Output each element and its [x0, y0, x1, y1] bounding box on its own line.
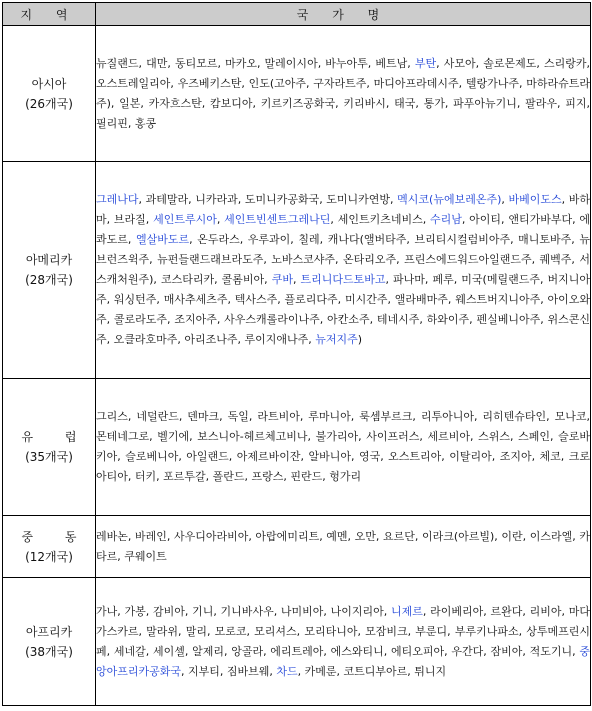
region-cell	[3, 516, 96, 578]
country-list	[96, 379, 591, 516]
country-text: , 과테말라, 니카라과, 도미니카공화국, 도미니카연방,	[138, 193, 398, 206]
country-text: , 바하마, 브라질,	[96, 193, 590, 226]
table-row-asia	[3, 26, 591, 162]
table-row-americas	[3, 162, 591, 379]
highlighted-country: 니제르	[391, 604, 423, 618]
region-name: 중 동	[21, 529, 91, 544]
region-count: (12개국)	[25, 549, 73, 564]
table-row-middle-east	[3, 516, 591, 578]
country-text: , 온두라스, 우루과이, 칠레, 캐나다(앨버타주, 브리티시컬럼비아주, 매니토바주, 뉴브런즈윅주, 뉴펀들랜드래브라도주, 노바스코샤주, 온타리오주, 프린스에드워드아일랜드주, 퀘벡주, 서스캐처원주), 코스타리카, 콜롬비아,	[96, 233, 590, 286]
country-text: , 카메룬, 코트디부아르, 튀니지	[297, 664, 447, 678]
country-text: , 지부티, 짐바브웨,	[181, 664, 277, 678]
region-count: (38개국)	[25, 644, 73, 659]
country-text: , 아이티, 앤티가바부다, 에콰도르,	[96, 213, 590, 246]
table-header-row	[3, 3, 591, 26]
header-countries: 국 가 명	[96, 3, 591, 26]
highlighted-country: 쿠바	[271, 273, 293, 286]
country-text: 그리스, 네덜란드, 덴마크, 독일, 라트비아, 루마니아, 룩셈부르크, 리투아니아, 리히텐슈타인, 모나코, 몬테네그로, 벨기에, 보스니아-헤르체고비나, 불가리아, 사이프러스, 세르비아, 스위스, 스페인, 슬로바키아, 슬로베니아, 아일랜드, 아제르바이잔, 알바니아, 영국, 오스트리아, 이탈리아, 조지아, 체코, 크로아티아, 터키, 포르투갈, 폴란드, 프랑스, 핀란드, 헝가리	[96, 410, 590, 483]
highlighted-country: 그레나다	[96, 193, 139, 206]
country-list	[96, 162, 591, 379]
region-count: (28개국)	[25, 273, 73, 287]
highlighted-country: 뉴저지주	[315, 333, 358, 346]
region-cell	[3, 26, 96, 162]
table-row-europe	[3, 379, 591, 516]
country-text: ,	[292, 273, 301, 286]
highlighted-country: 트리니다드토바고	[300, 273, 386, 286]
country-text: )	[357, 333, 363, 346]
highlighted-country: 차드	[276, 664, 298, 678]
region-cell	[3, 578, 96, 706]
country-text: 뉴질랜드, 대만, 동티모르, 마카오, 말레이시아, 바누아투, 베트남,	[96, 56, 415, 70]
region-name: 아메리카	[25, 253, 73, 267]
country-list	[96, 516, 591, 578]
country-text: , 세인트키츠네비스,	[330, 213, 430, 226]
highlighted-country: 부탄	[414, 56, 437, 70]
country-text: 레바논, 바레인, 사우디아라비아, 아랍에미리트, 예멘, 오만, 요르단, 이라크(아르빌), 이란, 이스라엘, 카타르, 쿠웨이트	[96, 529, 590, 563]
highlighted-country: 세인트빈센트그레나딘	[224, 213, 331, 226]
region-name: 아시아	[31, 76, 67, 91]
region-count: (26개국)	[25, 96, 73, 111]
highlighted-country: 수리남	[429, 213, 462, 226]
highlighted-country: 중앙아프리카공화국	[96, 644, 590, 678]
country-text: 가나, 가봉, 감비아, 기니, 기니바사우, 나미비아, 나이지리아,	[96, 604, 392, 618]
region-name: 유 럽	[21, 430, 91, 444]
country-list	[96, 26, 591, 162]
region-cell	[3, 162, 96, 379]
highlighted-country: 바베이도스	[508, 193, 562, 206]
country-text: ,	[216, 213, 225, 226]
region-cell	[3, 379, 96, 516]
country-list	[96, 578, 591, 706]
highlighted-country: 멕시코(뉴에보레온주)	[397, 193, 502, 206]
table-row-africa	[3, 578, 591, 706]
region-name: 아프리카	[25, 624, 73, 639]
header-region: 지 역	[3, 3, 96, 26]
highlighted-country: 엘살바도르	[135, 233, 190, 246]
country-text: ,	[501, 193, 509, 206]
region-count: (35개국)	[25, 450, 73, 464]
country-region-table	[2, 2, 591, 706]
country-text: , 라이베리아, 르완다, 리비아, 마다가스카르, 말라위, 말리, 모로코, 모리셔스, 모리타니아, 모잠비크, 부룬디, 부루키나파소, 상투메프린시페, 세네갈, 세이셸, 알제리, 앙골라, 에리트레아, 에스와티니, 에티오피아, 우간다, 잠비아, 적도기니,	[96, 604, 590, 658]
highlighted-country: 세인트루시아	[153, 213, 217, 226]
country-text: , 사모아, 솔로몬제도, 스리랑카, 오스트레일리아, 우즈베키스탄, 인도(고아주, 구자라트주, 마디아프라데시주, 텔랑가나주, 마하라슈트라주), 일본, 카자흐스탄, 캄보디아, 키르키즈공화국, 키리바시, 태국, 통가, 파푸아뉴기니, 팔라우, 피지, 필리핀, 홍콩	[96, 56, 590, 130]
country-text: , 파나마, 페루, 미국(메릴랜드주, 버지니아주, 워싱턴주, 매사추세츠주, 텍사스주, 플로리다주, 미시간주, 앨라배마주, 웨스트버지니아주, 아이오와주, 콜로라도주, 조지아주, 사우스캐롤라이나주, 아칸소주, 테네시주, 하와이주, 펜실베니아주, 위스콘신주, 오클라호마주, 아리조나주, 루이지애나주,	[96, 273, 590, 346]
